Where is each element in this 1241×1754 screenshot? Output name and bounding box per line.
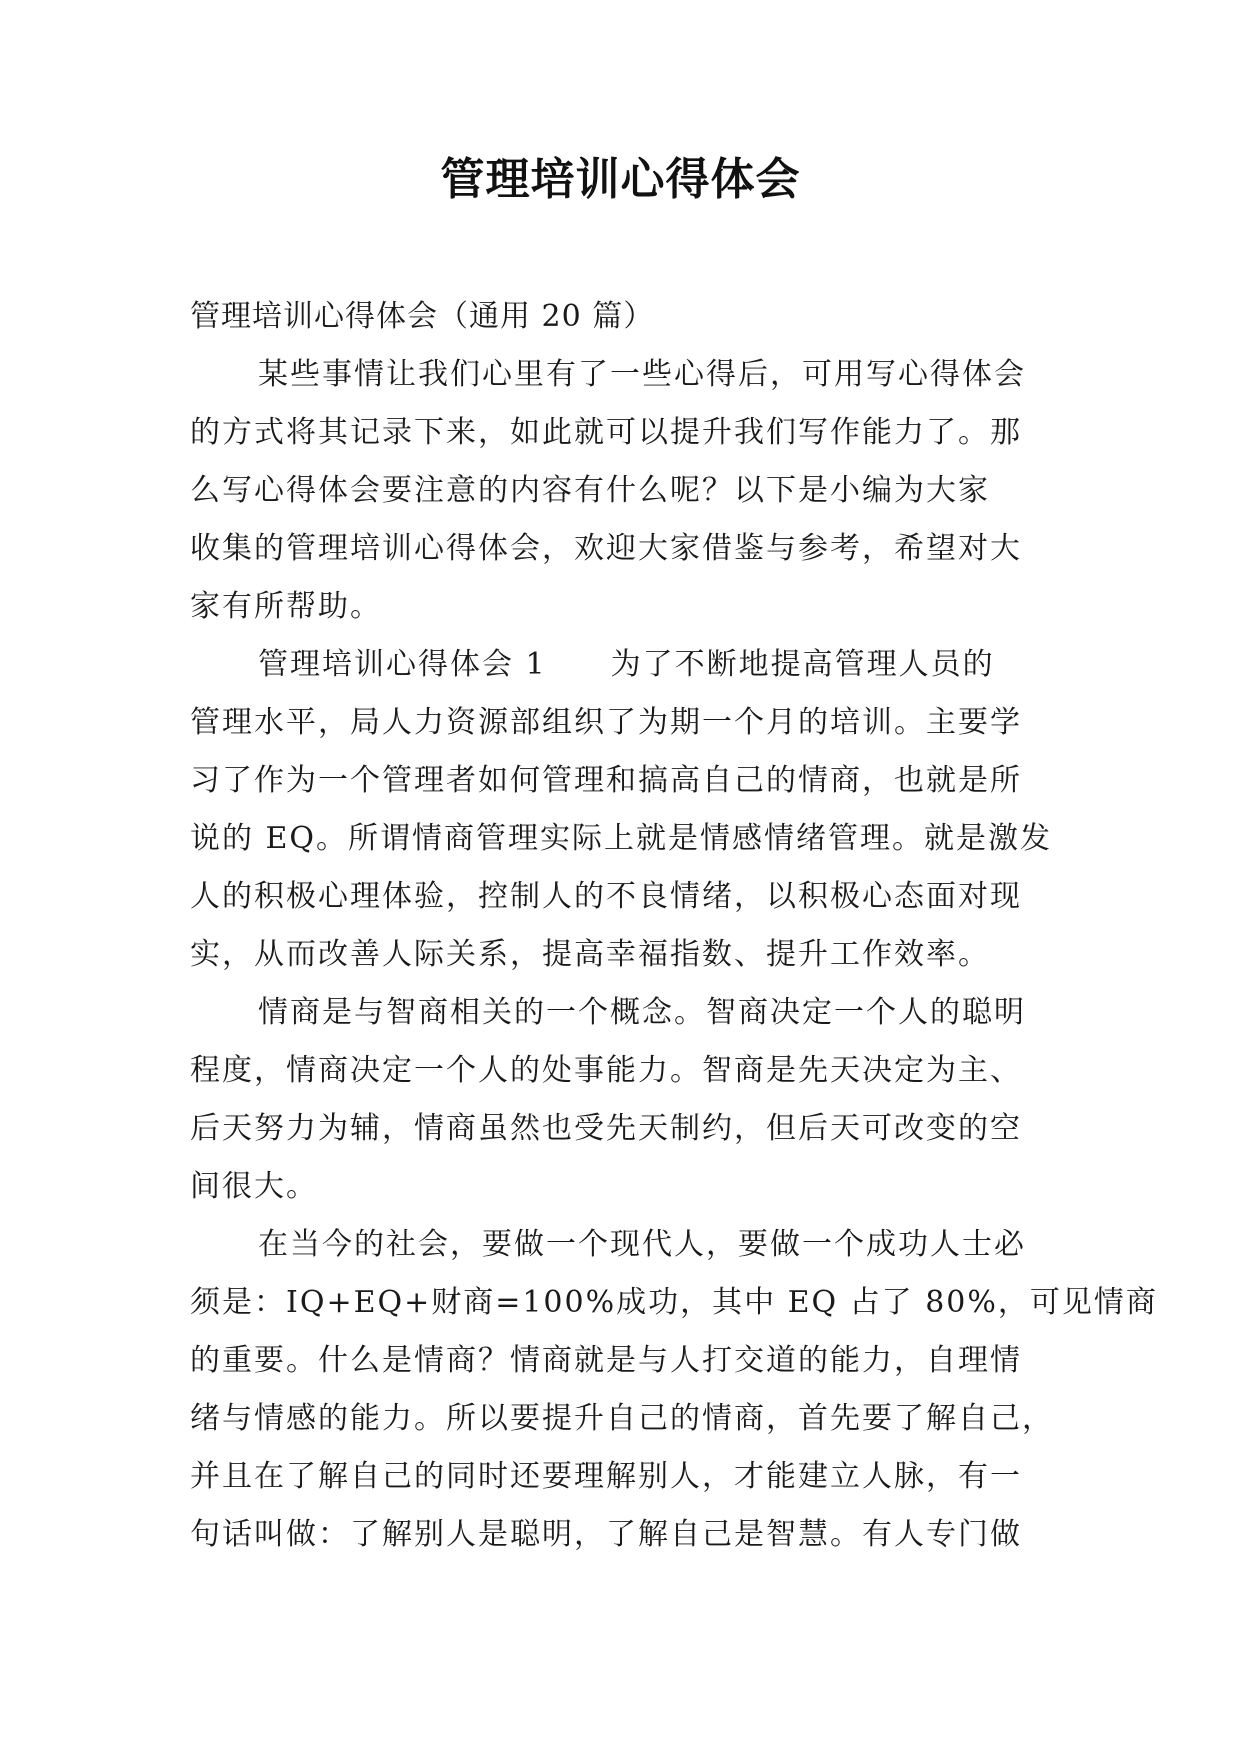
document-body	[190, 288, 1158, 1564]
paragraph-section-1	[190, 636, 1053, 984]
paragraph-line: 情商是与智商相关的一个概念。智商决定一个人的聪明	[258, 995, 1026, 1030]
paragraph-line: 须是：IQ+EQ+财商=100%成功，其中 EQ 占了 80%，可见情商	[190, 1285, 1158, 1320]
paragraph-line: 句话叫做：了解别人是聪明，了解自己是智慧。有人专门做	[190, 1517, 1022, 1552]
paragraph-line: 管理水平，局人力资源部组织了为期一个月的培训。主要学	[190, 705, 1022, 740]
paragraph-line: 后天努力为辅，情商虽然也受先天制约，但后天可改变的空	[190, 1111, 1022, 1146]
subtitle-line: 管理培训心得体会（通用 20 篇）	[190, 299, 655, 334]
paragraph-line: 的重要。什么是情商？情商就是与人打交道的能力，自理情	[190, 1343, 1022, 1378]
paragraph-line: 程度，情商决定一个人的处事能力。智商是先天决定为主、	[190, 1053, 1022, 1088]
paragraph-line: 并且在了解自己的同时还要理解别人，才能建立人脉，有一	[190, 1459, 1022, 1494]
paragraph-line: 么写心得体会要注意的内容有什么呢？以下是小编为大家	[190, 473, 990, 508]
paragraph-line: 某些事情让我们心里有了一些心得后，可用写心得体会	[258, 357, 1026, 392]
paragraph-line: 的方式将其记录下来，如此就可以提升我们写作能力了。那	[190, 415, 1022, 450]
paragraph-modern-society	[190, 1216, 1158, 1564]
paragraph-eq-concept	[190, 984, 1050, 1216]
paragraph-line: 习了作为一个管理者如何管理和搞高自己的情商，也就是所	[190, 763, 1022, 798]
paragraph-line: 管理培训心得体会 1 为了不断地提高管理人员的	[258, 647, 995, 682]
paragraph-line: 在当今的社会，要做一个现代人，要做一个成功人士必	[258, 1227, 1026, 1262]
paragraph-line: 间很大。	[190, 1169, 318, 1204]
paragraph-line: 实，从而改善人际关系，提高幸福指数、提升工作效率。	[190, 937, 990, 972]
paragraph-line: 收集的管理培训心得体会，欢迎大家借鉴与参考，希望对大	[190, 531, 1022, 566]
paragraph-line: 家有所帮助。	[190, 589, 382, 624]
paragraph-line: 说的 EQ。所谓情商管理实际上就是情感情绪管理。就是激发	[190, 821, 1053, 856]
paragraph-line: 绪与情感的能力。所以要提升自己的情商，首先要了解自己，	[190, 1401, 1054, 1436]
paragraph-intro	[190, 346, 1050, 636]
paragraph-line: 人的积极心理体验，控制人的不良情绪，以积极心态面对现	[190, 879, 1022, 914]
document-title: 管理培训心得体会	[440, 154, 801, 205]
